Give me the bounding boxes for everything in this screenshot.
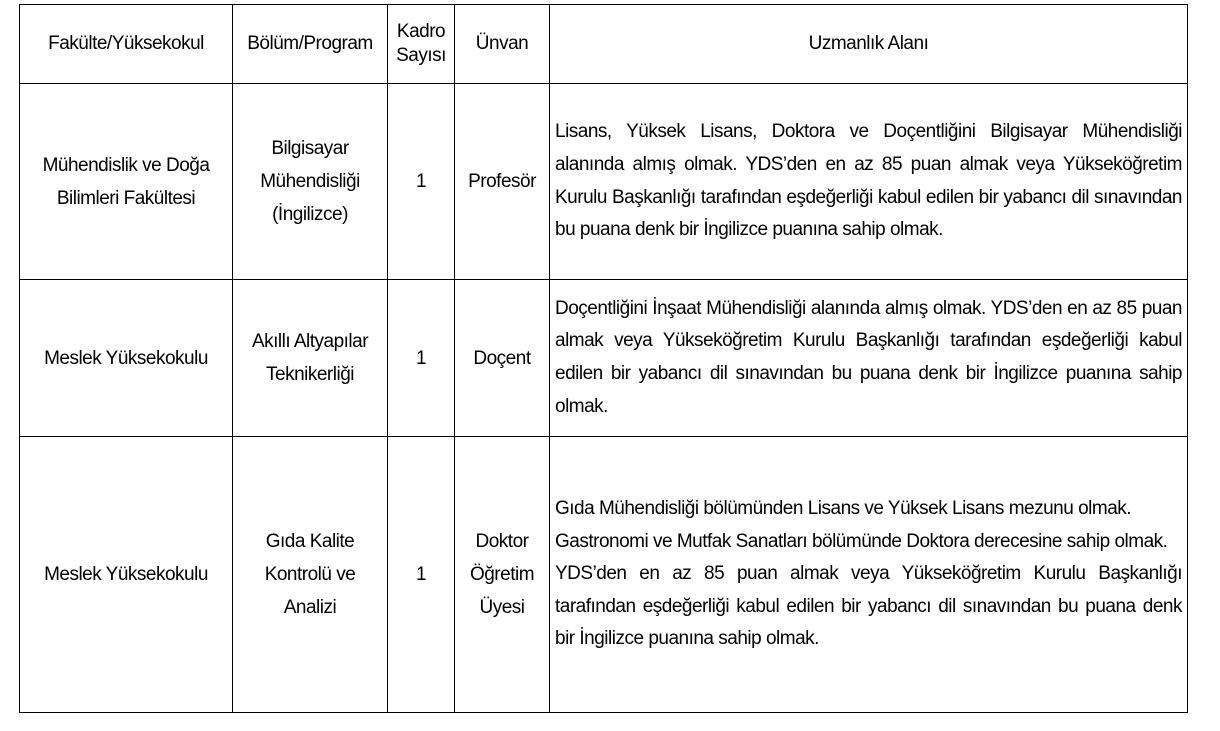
department-cell: Gıda Kalite Kontrolü ve Analizi — [233, 437, 388, 713]
expertise-paragraph: Lisans, Yüksek Lisans, Doktora ve Doçentliğini Bilgisayar Mühendisliği alanında almış olmak. YDS’den en az 85 puan almak veya Yükseköğretim Kurulu Başkanlığı tarafından eşdeğerliği kabul edilen bir yabancı dil sınavından bu puana denk bir İngilizce puanına sahip olmak. — [555, 121, 1182, 241]
title-cell: Doçent — [455, 280, 550, 437]
quota-cell: 1 — [388, 84, 455, 280]
quota-cell: 1 — [388, 280, 455, 437]
department-cell: Akıllı Altyapılar Teknikerliği — [233, 280, 388, 437]
expertise-paragraph: Gıda Mühendisliği bölümünden Lisans ve Yüksek Lisans mezunu olmak. — [555, 498, 1132, 520]
staff-position-table — [19, 4, 1188, 713]
table-row — [20, 280, 1188, 437]
header-faculty: Fakülte/Yüksekokul — [20, 5, 233, 84]
table-row — [20, 437, 1188, 713]
quota-cell: 1 — [388, 437, 455, 713]
expertise-cell — [550, 280, 1188, 437]
header-row — [20, 5, 1188, 84]
faculty-cell: Mühendislik ve Doğa Bilimleri Fakültesi — [20, 84, 233, 280]
department-cell: Bilgisayar Mühendisliği (İngilizce) — [233, 84, 388, 280]
title-cell: Doktor Öğretim Üyesi — [455, 437, 550, 713]
expertise-paragraph: YDS’den en az 85 puan almak veya Yükseköğretim Kurulu Başkanlığı tarafından eşdeğerliği kabul edilen bir yabancı dil sınavından bu puana denk bir İngilizce puanına sahip olmak. — [555, 563, 1182, 650]
header-title: Ünvan — [455, 5, 550, 84]
faculty-cell: Meslek Yüksekokulu — [20, 280, 233, 437]
expertise-cell — [550, 437, 1188, 713]
header-expertise: Uzmanlık Alanı — [550, 5, 1188, 84]
faculty-cell: Meslek Yüksekokulu — [20, 437, 233, 713]
table-row — [20, 84, 1188, 280]
title-cell: Profesör — [455, 84, 550, 280]
header-department: Bölüm/Program — [233, 5, 388, 84]
expertise-paragraph: Doçentliğini İnşaat Mühendisliği alanında almış olmak. YDS’den en az 85 puan almak veya Yükseköğretim Kurulu Başkanlığı tarafından eşdeğerliği kabul edilen bir yabancı dil sınavından bu puana denk bir İngilizce puanına sahip olmak. — [555, 297, 1182, 417]
header-quota: Kadro Sayısı — [388, 5, 455, 84]
expertise-cell — [550, 84, 1188, 280]
expertise-paragraph: Gastronomi ve Mutfak Sanatları bölümünde Doktora derecesine sahip olmak. — [555, 530, 1168, 552]
